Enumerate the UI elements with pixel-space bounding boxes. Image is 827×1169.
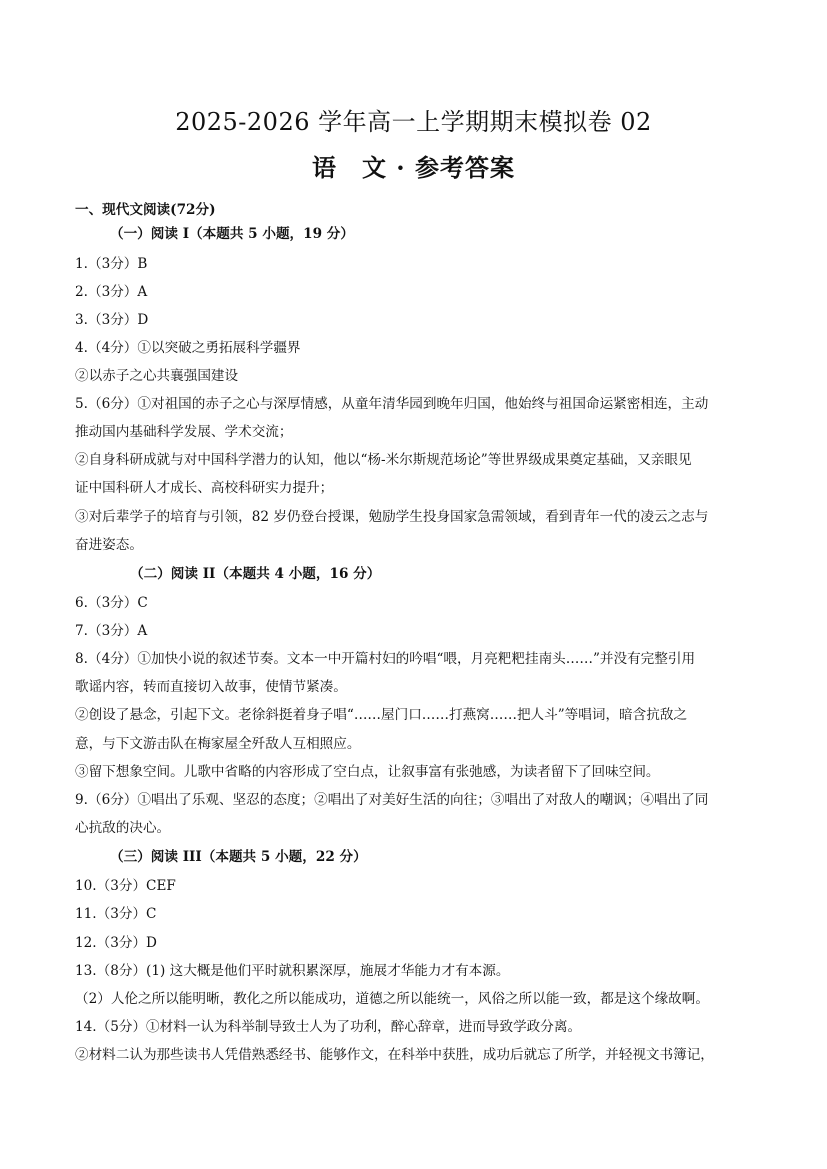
answer-line: 歌谣内容，转而直接切入故事，使情节紧凑。 [75,679,347,695]
answer-line: ②自身科研成就与对中国科学潜力的认知，他以“杨-米尔斯规范场论”等世界级成果奠定基础，又亲眼见 [75,452,692,468]
answer-line: 10.（3分）CEF [75,878,176,894]
answer-line: 14.（5分）①材料一认为科举制导致士人为了功利，醉心辞章，进而导致学政分离。 [75,1019,582,1035]
answer-line: 心抗敌的决心。 [75,820,171,836]
answer-line: 意，与下文游击队在梅家屋全歼敌人互相照应。 [75,736,361,752]
answer-line: （2）人伦之所以能明晰，教化之所以能成功，道德之所以能统一，风俗之所以能一致，都是这个缘故啊。 [75,991,709,1007]
document-subtitle: 语 文 · 参考答案 [311,153,516,182]
answer-line: ②以赤子之心共襄强国建设 [75,368,239,384]
answer-line: 5.（6分）①对祖国的赤子之心与深厚情感，从童年清华园到晚年归国，他始终与祖国命运紧密相连，主动 [75,396,709,412]
section-heading: 一、现代文阅读(72分) [75,202,216,218]
answer-line: 13.（8分）(1) 这大概是他们平时就积累深厚，施展才华能力才有本源。 [75,963,510,979]
document-title: 2025-2026 学年高一上学期期末模拟卷 02 [175,108,652,136]
answer-line: 4.（4分）①以突破之勇拓展科学疆界 [75,340,301,356]
subsection-heading: （二）阅读 II（本题共 4 小题，16 分） [130,566,381,582]
answer-line: ②材料二认为那些读书人凭借熟悉经书、能够作文，在科举中获胜，成功后就忘了所学，并轻视文书簿记， [75,1047,714,1063]
answer-line: 9.（6分）①唱出了乐观、坚忍的态度；②唱出了对美好生活的向往；③唱出了对敌人的嘲讽；④唱出了同 [75,792,709,808]
answer-line: 证中国科研人才成长、高校科研实力提升； [75,480,334,496]
answer-line: ③留下想象空间。儿歌中省略的内容形成了空白点，让叙事富有张弛感，为读者留下了回味空间。 [75,764,660,780]
answer-line: 1.（3分）B [75,256,148,272]
answer-line: 奋进姿态。 [75,537,143,553]
subsection-heading: （三）阅读 III（本题共 5 小题，22 分） [110,849,367,865]
answer-line: 2.（3分）A [75,284,148,300]
subsection-heading: （一）阅读 I（本题共 5 小题，19 分） [110,226,354,242]
answer-line: ②创设了悬念，引起下文。老徐斜挺着身子唱“……屋门口……打燕窝……把人斗”等唱词，暗含抗敌之 [75,707,688,723]
answer-line: 推动国内基础科学发展、学术交流； [75,424,293,440]
answer-line: ③对后辈学子的培育与引领，82 岁仍登台授课，勉励学生投身国家急需领域，看到青年一代的凌云之志与 [75,509,709,525]
answer-line: 6.（3分）C [75,595,148,611]
answer-line: 8.（4分）①加快小说的叙述节奏。文本一中开篇村妇的吟唱“喂，月亮粑粑挂南头……”并没有完整引用 [75,651,696,667]
answer-line: 11.（3分）C [75,906,157,922]
answer-line: 7.（3分）A [75,623,148,639]
answer-line: 3.（3分）D [75,312,149,328]
answer-line: 12.（3分）D [75,935,157,951]
